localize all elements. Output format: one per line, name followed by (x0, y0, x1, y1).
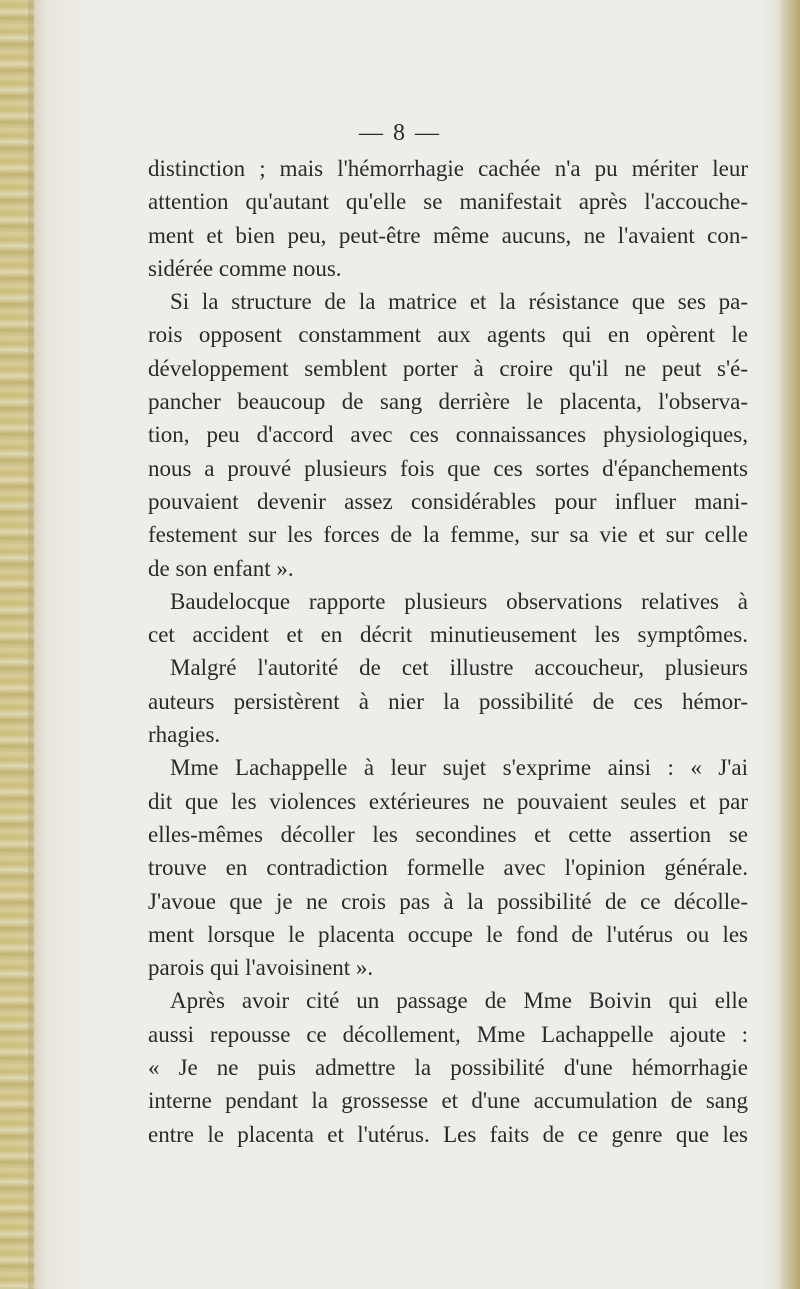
text-line: tion, peu d'accord avec ces connaissances physiologiques, (148, 422, 748, 448)
text-line: parois qui l'avoisinent ». (148, 955, 374, 981)
text-line: Si la structure de la matrice et la résistance que ses pa- (170, 289, 748, 315)
text-line: aussi repousse ce décollement, Mme Lachappelle ajoute : (148, 1021, 748, 1047)
text-line: pouvaient devenir assez considérables pour influer mani- (148, 488, 748, 514)
text-line: Mme Lachappelle à leur sujet s'exprime ainsi : « J'ai (170, 755, 748, 781)
text-line: « Je ne puis admettre la possibilité d'une hémorrhagie (148, 1055, 748, 1081)
text-line: Malgré l'autorité de cet illustre accoucheur, plusieurs (170, 655, 748, 681)
text-line: attention qu'autant qu'elle se manifestait après l'accouche- (148, 189, 748, 215)
binding-shadow (28, 0, 46, 1289)
body-text (148, 152, 748, 1151)
text-line: elles-mêmes décoller les secondines et cette assertion se (148, 821, 748, 847)
page-right-edge (778, 0, 800, 1289)
text-line: rhagies. (148, 722, 221, 748)
text-line: entre le placenta et l'utérus. Les faits de ce genre que les (148, 1121, 748, 1147)
text-line: cet accident et en décrit minutieusement les symptômes. (148, 622, 748, 648)
text-line: sidérée comme nous. (148, 255, 342, 281)
text-line: développement semblent porter à croire qu'il ne peut s'é- (148, 355, 748, 381)
text-line: J'avoue que je ne crois pas à la possibilité de ce décolle- (148, 888, 748, 914)
text-line: ment lorsque le placenta occupe le fond de l'utérus ou les (148, 921, 748, 947)
text-line: de son enfant ». (148, 555, 294, 581)
text-line: rois opposent constamment aux agents qui en opèrent le (148, 322, 748, 348)
text-line: Après avoir cité un passage de Mme Boivin qui elle (170, 988, 748, 1014)
text-line: distinction ; mais l'hémorrhagie cachée n'a pu mériter leur (148, 156, 748, 181)
text-line: ment et bien peu, peut-être même aucuns, ne l'avaient con- (148, 222, 748, 248)
text-line: nous a prouvé plusieurs fois que ces sortes d'épanchements (148, 455, 748, 481)
text-line: auteurs persistèrent à nier la possibilité de ces hémor- (148, 688, 748, 714)
text-line: pancher beaucoup de sang derrière le placenta, l'observa- (148, 389, 748, 415)
text-line: dit que les violences extérieures ne pouvaient seules et par (148, 788, 748, 814)
text-line: Baudelocque rapporte plusieurs observations relatives à (170, 588, 748, 614)
page-number: — 8 — (359, 120, 441, 146)
text-line: festement sur les forces de la femme, sur sa vie et sur celle (148, 522, 748, 548)
text-line: trouve en contradiction formelle avec l'opinion générale. (148, 855, 748, 881)
text-line: interne pendant la grossesse et d'une accumulation de sang (148, 1088, 748, 1114)
